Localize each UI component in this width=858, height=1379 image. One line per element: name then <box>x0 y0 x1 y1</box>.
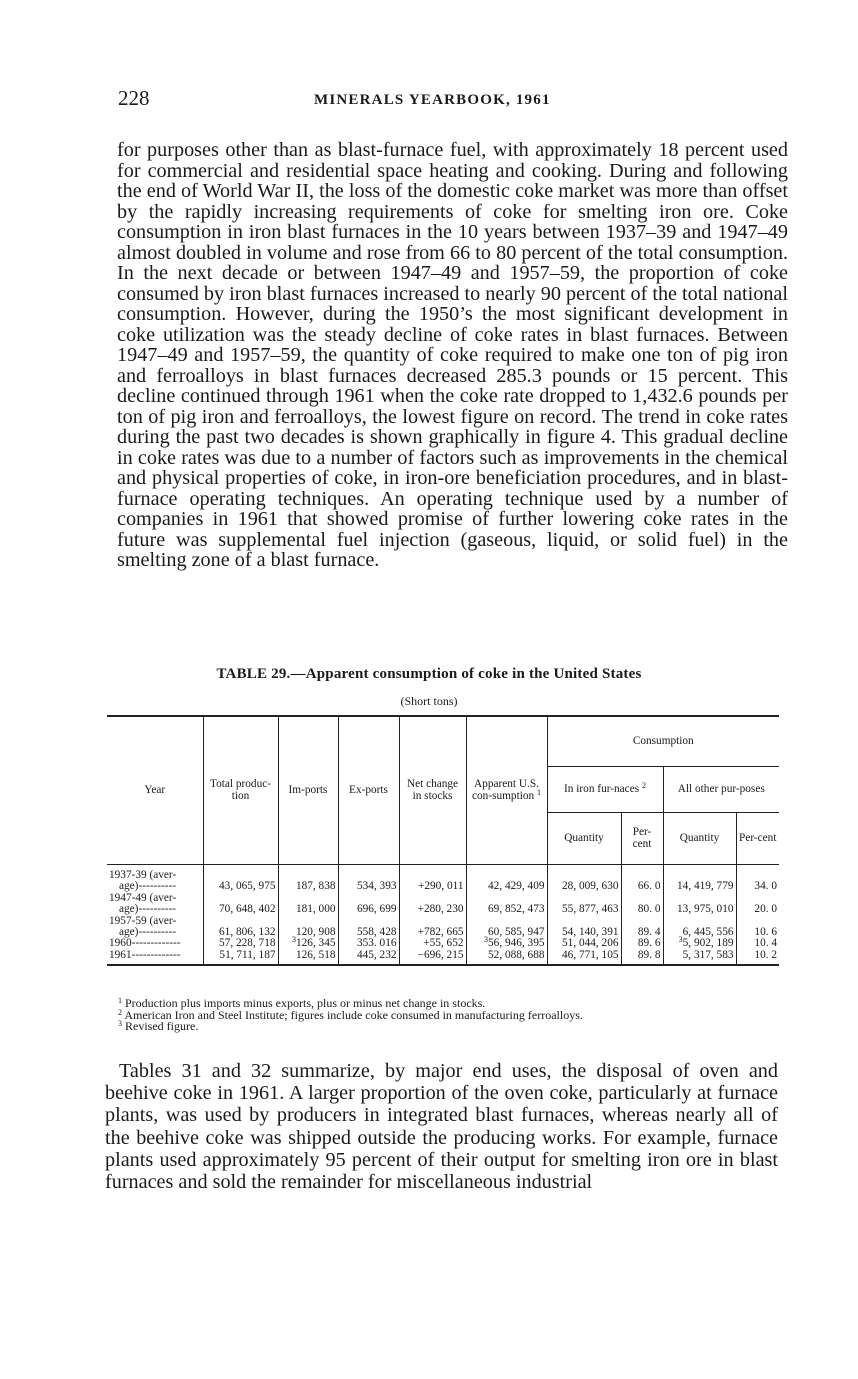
leader-dots: ---------- <box>138 926 177 939</box>
cell-value: 13, 975, 010 <box>677 903 734 916</box>
running-title: MINERALS YEARBOOK, 1961 <box>314 92 551 108</box>
cell-value: 534, 393 <box>356 880 397 893</box>
cell-iron-quantity <box>547 950 621 961</box>
cell-value: 51, 044, 206 <box>562 937 619 950</box>
cell-value: 353. 016 <box>356 937 397 950</box>
cell-imports <box>278 893 338 916</box>
cell-year <box>107 870 203 893</box>
cell-iron-percent <box>621 950 663 961</box>
cell-value: 43, 065, 975 <box>219 880 276 893</box>
cell-value: 10. 2 <box>754 948 778 961</box>
cell-value: 54, 140, 391 <box>562 926 619 939</box>
header-apparent-consumption <box>466 716 547 864</box>
cell-iron-quantity <box>547 916 621 939</box>
cell-value: 696, 699 <box>356 903 397 916</box>
table-body <box>107 864 779 965</box>
table-row <box>107 870 779 893</box>
table-footnotes <box>118 998 583 1033</box>
cell-imports <box>278 870 338 893</box>
table-row <box>107 950 779 961</box>
cell-other-percent <box>736 916 779 939</box>
header-consumption: Consumption <box>547 716 779 766</box>
year-label-line2: age) <box>119 926 139 939</box>
cell-other-quantity <box>663 893 736 916</box>
cell-value: 14, 419, 779 <box>677 880 734 893</box>
cell-imports <box>278 916 338 939</box>
year-label: 1961 <box>109 948 132 961</box>
header-iron-furnaces <box>547 766 663 812</box>
cell-exports <box>338 870 399 893</box>
cell-value: 126, 345 <box>295 937 336 950</box>
header-total-production: Total produc-tion <box>203 716 278 864</box>
cell-exports <box>338 916 399 939</box>
cell-value: 34. 0 <box>754 880 778 893</box>
cell-net-change <box>399 950 466 961</box>
header-iron-quantity: Quantity <box>547 812 621 864</box>
footnote-text: Revised figure. <box>125 1019 199 1034</box>
cell-value: 6, 445, 556 <box>682 926 734 939</box>
cell-value: 5, 317, 583 <box>682 948 734 961</box>
footnote-mark: 2 <box>118 1007 122 1017</box>
cell-value: 55, 877, 463 <box>562 903 619 916</box>
year-label-line1: 1947-49 (aver- <box>109 891 177 904</box>
cell-other-quantity <box>663 916 736 939</box>
cell-total-production <box>203 950 278 961</box>
cell-other-percent <box>736 893 779 916</box>
header-apparent-text: Apparent U.S. con-sumption <box>472 778 539 803</box>
header-exports: Ex-ports <box>338 716 399 864</box>
cell-net-change <box>399 870 466 893</box>
cell-value: 52, 088, 688 <box>488 948 545 961</box>
cell-value: 5, 902, 189 <box>682 937 734 950</box>
cell-total-production <box>203 893 278 916</box>
body-paragraph-2 <box>105 1060 778 1193</box>
cell-other-percent <box>736 950 779 961</box>
cell-value: 51, 711, 187 <box>219 948 276 961</box>
cell-value: 558, 428 <box>356 926 397 939</box>
cell-value: 89. 8 <box>637 948 661 961</box>
footnote-ref: 2 <box>641 781 646 790</box>
cell-value: 181, 000 <box>295 903 336 916</box>
cell-exports <box>338 950 399 961</box>
header-imports: Im-ports <box>278 716 338 864</box>
coke-consumption-table <box>107 715 779 966</box>
cell-other-quantity <box>663 870 736 893</box>
header-iron-percent: Per-cent <box>621 812 663 864</box>
body-paragraph-1 <box>117 140 788 571</box>
leader-dots: ------------- <box>131 937 181 950</box>
page-number: 228 <box>118 86 150 110</box>
cell-iron-quantity <box>547 893 621 916</box>
cell-value: 42, 429, 409 <box>488 880 545 893</box>
footnote-mark: 1 <box>118 996 122 1005</box>
cell-imports <box>278 950 338 961</box>
footnote-ref: 3 <box>291 935 296 945</box>
header-net-change: Net change in stocks <box>399 716 466 864</box>
cell-value: 69, 852, 473 <box>488 903 545 916</box>
cell-other-percent <box>736 870 779 893</box>
cell-other-quantity <box>663 950 736 961</box>
year-label-line1: 1937-39 (aver- <box>109 869 177 881</box>
leader-dots: ---------- <box>138 880 177 893</box>
cell-value: 28, 009, 630 <box>562 880 619 893</box>
cell-apparent-consumption <box>466 916 547 939</box>
paragraph-text: Tables 31 and 32 summarize, by major end uses, the disposal of oven and beehive coke in 1961. A larger proportion of the oven coke, particularly at furnace plants, was used by producers in integrated blast furnaces, whereas nearly all of the beehive coke was shipped outside the producing works. For example, furnace plants used approximately 95 percent of their output for smelting iron ore in blast furnaces and sold the remainder for miscellaneous industrial <box>105 1060 778 1194</box>
cell-apparent-consumption <box>466 893 547 916</box>
header-other-quantity: Quantity <box>663 812 736 864</box>
cell-value: +782, 665 <box>417 926 464 939</box>
table-row <box>107 893 779 916</box>
cell-iron-quantity <box>547 870 621 893</box>
cell-value: 126, 518 <box>295 948 336 961</box>
cell-value: +280, 230 <box>417 903 464 916</box>
cell-value: 60, 585, 947 <box>488 926 545 939</box>
year-label: 1960 <box>109 937 132 950</box>
leader-dots: ---------- <box>138 903 177 916</box>
cell-value: 89. 4 <box>637 926 661 939</box>
footnote <box>118 1021 583 1033</box>
cell-value: −696, 215 <box>417 948 464 961</box>
footnote-text: Production plus imports minus exports, plus or minus net change in stocks. <box>125 996 486 1010</box>
cell-total-production <box>203 916 278 939</box>
footnote-ref: 3 <box>678 935 683 945</box>
cell-value: 10. 4 <box>754 937 778 950</box>
header-iron-furnaces-text: In iron fur-naces <box>564 783 640 795</box>
cell-value: 89. 6 <box>637 937 661 950</box>
cell-value: 120, 908 <box>295 926 336 939</box>
footnote-ref: 1 <box>536 788 541 798</box>
cell-value: +55, 652 <box>423 937 464 950</box>
cell-value: 20. 0 <box>754 903 778 916</box>
cell-net-change <box>399 893 466 916</box>
footnote-ref: 3 <box>484 935 489 945</box>
leader-dots: ------------- <box>131 948 181 961</box>
cell-value: 80. 0 <box>637 903 661 916</box>
cell-value: 445, 232 <box>356 948 397 961</box>
cell-value: 10. 6 <box>754 926 778 939</box>
table-container <box>107 715 779 966</box>
table-subtitle: (Short tons) <box>400 694 458 708</box>
footnote-text: American Iron and Steel Institute; figures include coke consumed in manufacturing ferroalloys. <box>124 1007 583 1022</box>
table-title: TABLE 29.—Apparent consumption of coke in the United States <box>216 666 642 682</box>
cell-year <box>107 950 203 961</box>
header-other-percent: Per-cent <box>736 812 779 864</box>
cell-year <box>107 893 203 916</box>
cell-value: 187, 838 <box>295 880 336 893</box>
cell-exports <box>338 893 399 916</box>
cell-year <box>107 916 203 939</box>
cell-value: 56, 946, 395 <box>488 937 545 950</box>
cell-value: 66. 0 <box>637 880 661 893</box>
cell-apparent-consumption <box>466 950 547 961</box>
paragraph-text: for purposes other than as blast-furnace fuel, with approximately 18 percent used for commercial and residential space heating and cooking. During and following the end of World War II, the loss of the domestic coke market was more than offset by the rapidly increasing requirements of coke for smelting iron ore. Coke consumption in iron blast furnaces in the 10 years between 1937–39 and 1947–49 almost doubled in volume and rose from 66 to 80 percent of the total consumption. In the next decade or between 1947–49 and 1957–59, the proportion of coke consumed by iron blast furnaces increased to nearly 90 percent of the total national consumption. However, during the 1950’s the most significant development in coke utilization was the steady decline of coke rates in blast furnaces. Between 1947–49 and 1957–59, the quantity of coke required to make one ton of pig iron and ferroalloys in blast furnaces decreased 285.3 pounds or 15 percent. This decline continued through 1961 when the coke rate dropped to 1,432.6 pounds per ton of pig iron and ferroalloys, the lowest figure on record. The trend in coke rates during the past two decades is shown graphically in figure 4. This gradual decline in coke rates was due to a number of factors such as improvements in the chemical and physical properties of coke, in iron-ore beneficiation procedures, and in blast-furnace operating techniques. An operating technique used by a number of companies in 1961 that showed promise of further lowering coke rates in the future was supplemental fuel injection (gaseous, liquid, or solid fuel) in the smelting zone of a blast furnace. <box>117 139 788 571</box>
header-all-other: All other pur-poses <box>663 766 779 812</box>
cell-iron-percent <box>621 893 663 916</box>
cell-iron-percent <box>621 916 663 939</box>
header-year: Year <box>107 716 203 864</box>
cell-value: 57, 228, 718 <box>219 937 276 950</box>
cell-net-change <box>399 916 466 939</box>
cell-iron-percent <box>621 870 663 893</box>
cell-value: 70, 648, 402 <box>219 903 276 916</box>
year-label-line2: age) <box>119 903 139 916</box>
cell-value: +290, 011 <box>418 880 464 893</box>
cell-apparent-consumption <box>466 870 547 893</box>
year-label-line1: 1957-59 (aver- <box>109 914 177 927</box>
year-label-line2: age) <box>119 880 139 893</box>
footnote-mark: 3 <box>118 1019 122 1029</box>
cell-total-production <box>203 870 278 893</box>
cell-value: 61, 806, 132 <box>219 926 276 939</box>
cell-value: 46, 771, 105 <box>562 948 619 961</box>
